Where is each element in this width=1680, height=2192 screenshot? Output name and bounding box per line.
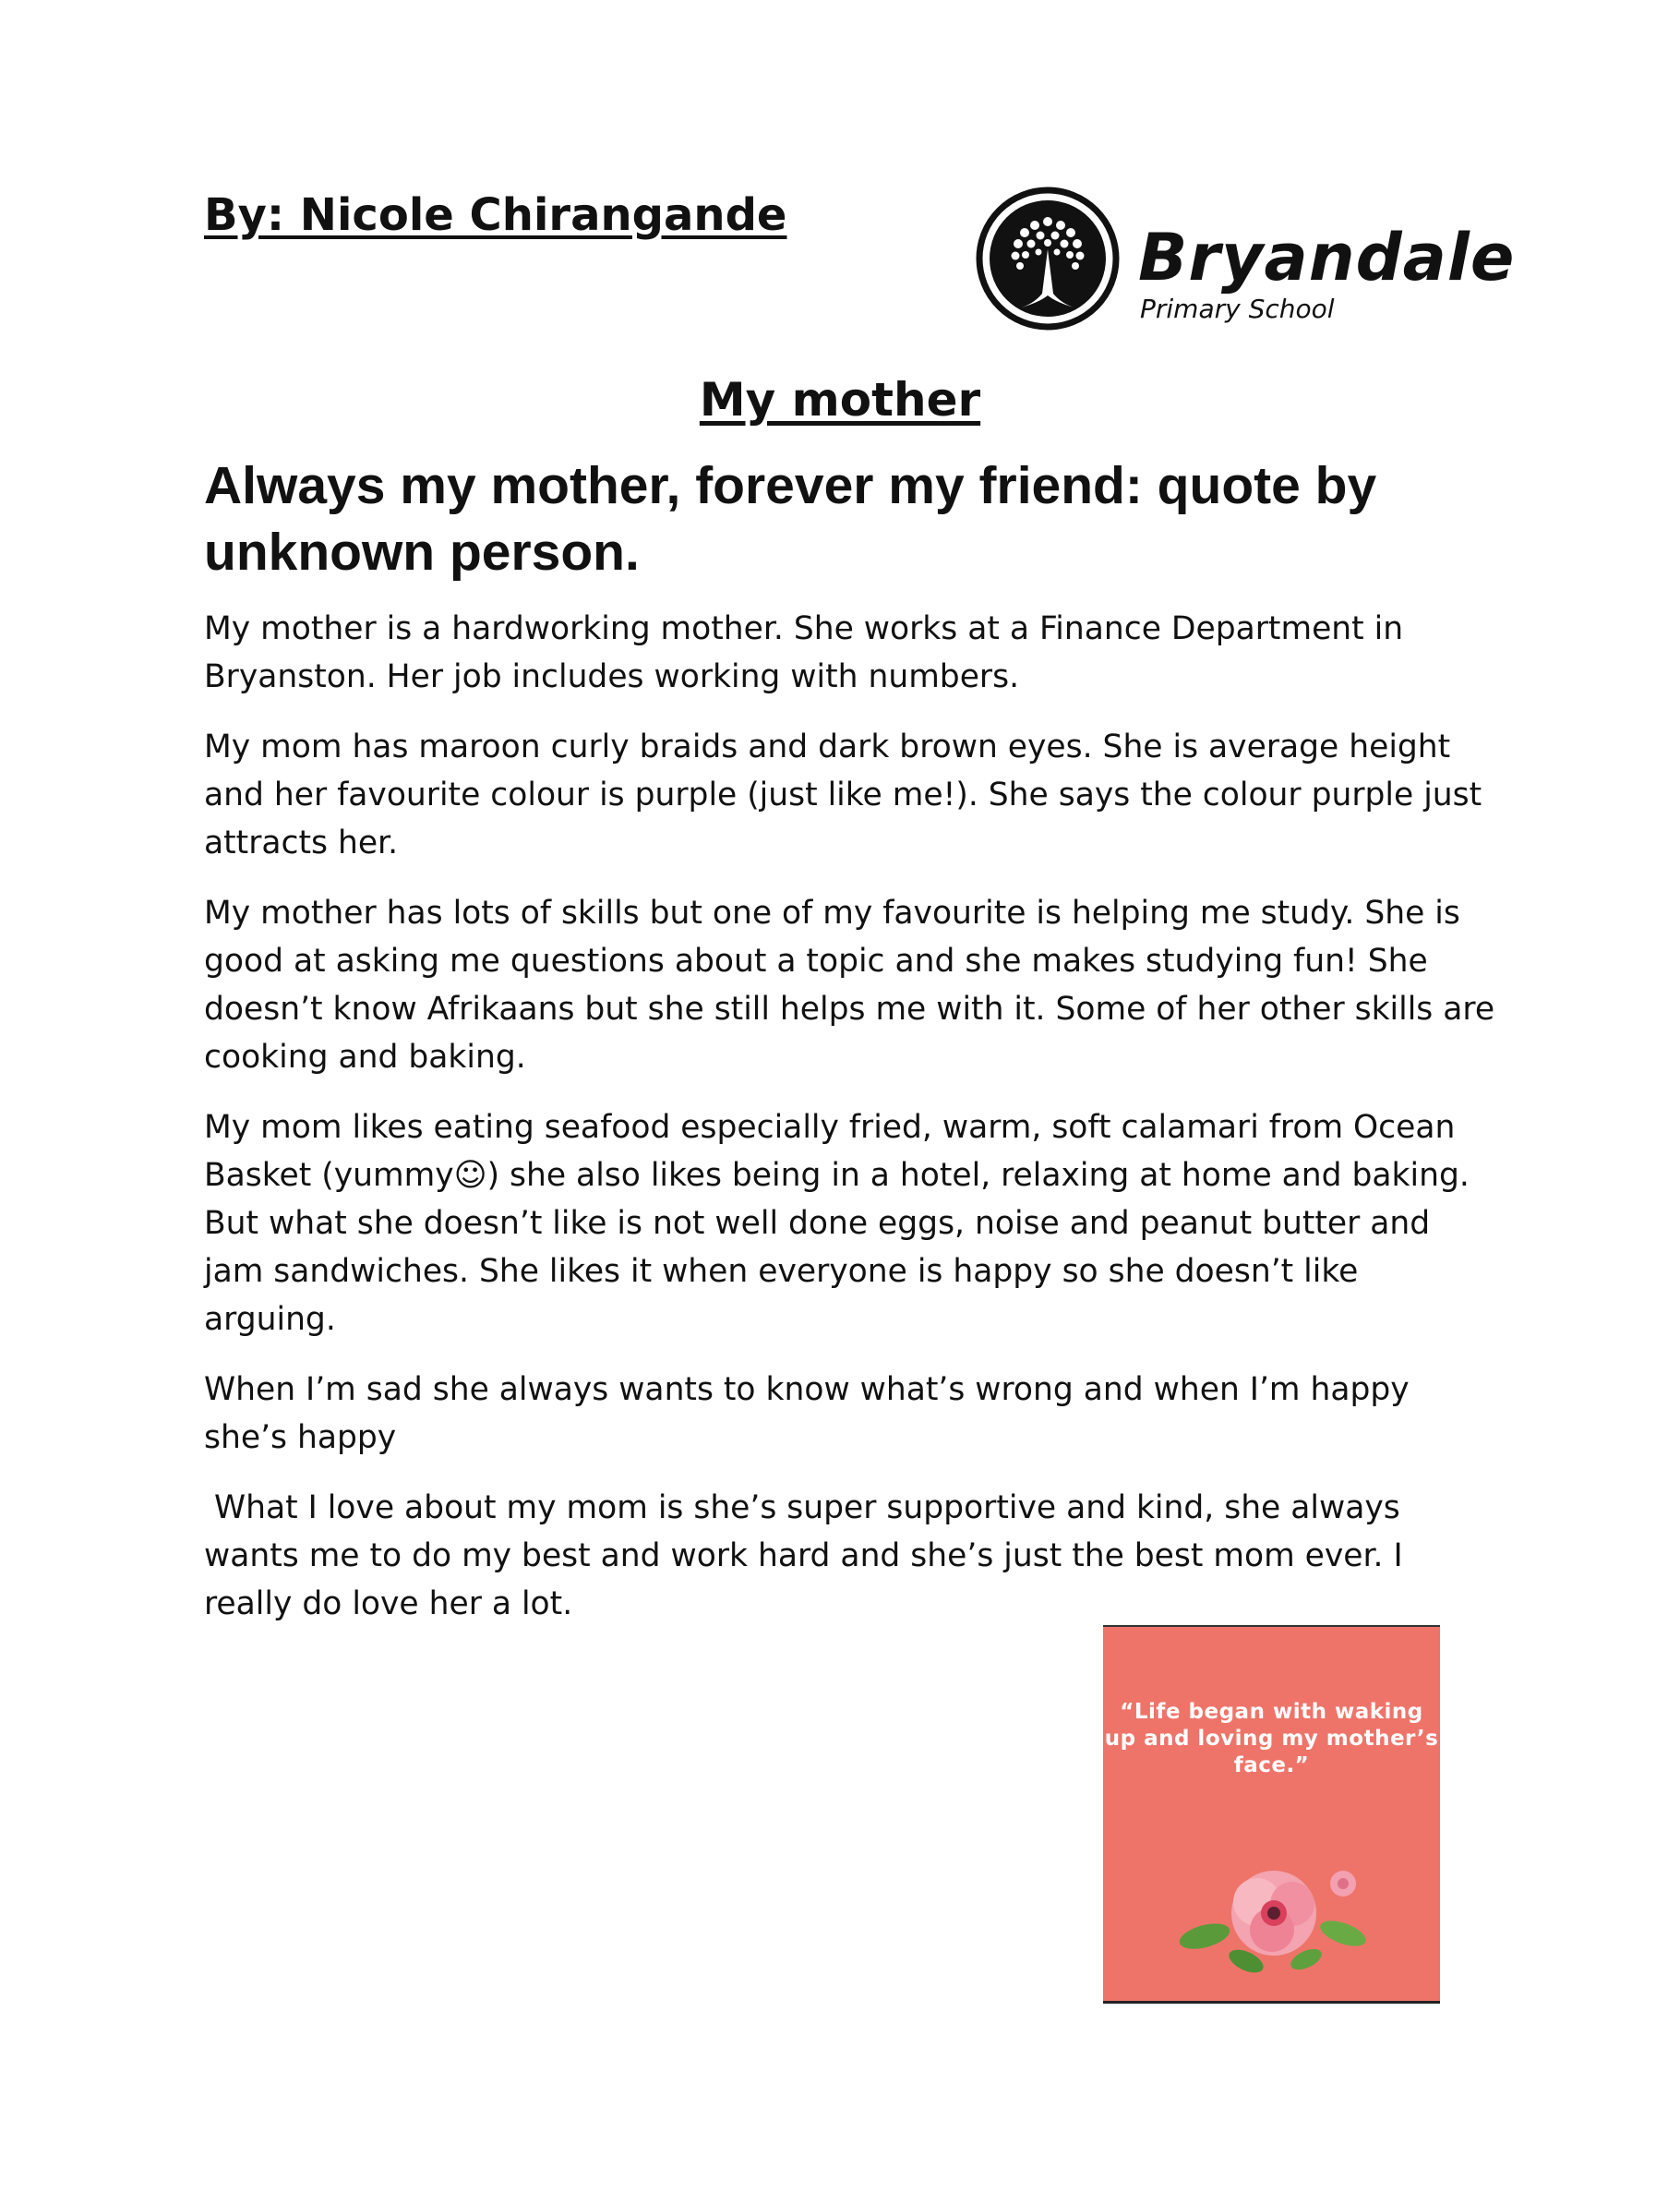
quote-poster <box>1103 1625 1440 2004</box>
school-name: Bryandale <box>1138 220 1516 295</box>
page-title: My mother <box>699 373 981 427</box>
author-line: By: Nicole Chirangande <box>204 189 787 241</box>
flower-icon <box>1154 1849 1394 1978</box>
paragraph: My mom likes eating seafood especially fried, warm, soft calamari from Ocean Basket (yummy☺) she also likes being in a hotel, relaxing at home and baking. But what she doesn’t like is not well done eggs, noise and peanut butter and jam sandwiches. She likes it when everyone is happy so she doesn’t like arguing. <box>204 1109 1470 1338</box>
paragraph: My mom has maroon curly braids and dark brown eyes. She is average height and her favourite colour is purple (just like me!). She says the colour purple just attracts her. <box>204 729 1482 861</box>
paragraph: My mother has lots of skills but one of my favourite is helping me study. She is good at asking me questions about a topic and she makes studying fun! She doesn’t know Afrikaans but she still helps me with it. Some of her other skills are cooking and baking. <box>204 895 1495 1076</box>
poster-quote: “Life began with waking up and loving my mother’s face.” <box>1104 1700 1439 1777</box>
tree-logo-icon <box>974 185 1122 332</box>
paragraph: When I’m sad she always wants to know what’s wrong and when I’m happy she’s happy <box>204 1371 1410 1456</box>
paragraph: What I love about my mom is she’s super supportive and kind, she always wants me to do my best and work hard and she’s just the best mom ever. I really do love her a lot. <box>204 1489 1413 1622</box>
heading-quote: Always my mother, forever my friend: quote by unknown person. <box>204 456 1377 582</box>
school-subtitle: Primary School <box>1140 294 1335 324</box>
school-logo <box>974 185 1516 332</box>
essay-body <box>204 605 1496 1650</box>
paragraph: My mother is a hardworking mother. She works at a Finance Department in Bryanston. Her job includes working with numbers. <box>204 610 1404 695</box>
